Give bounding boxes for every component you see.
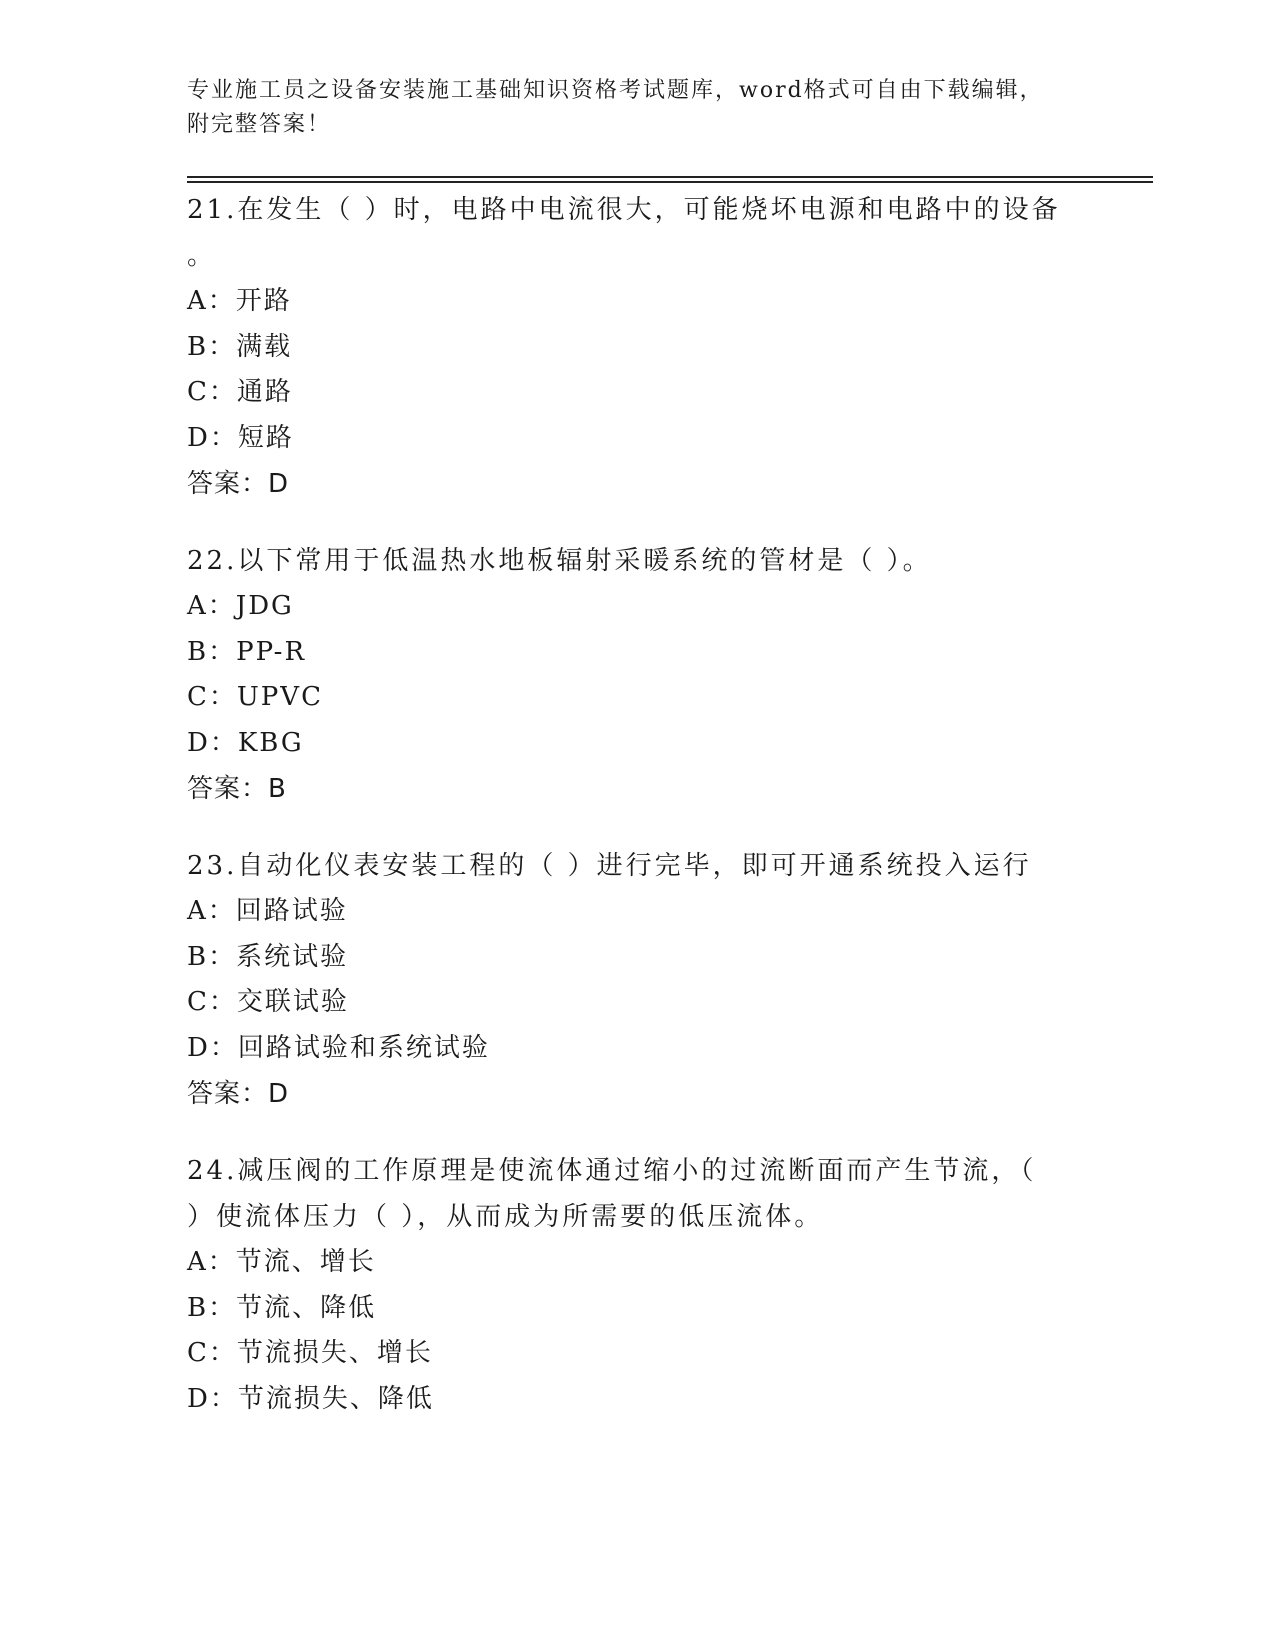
answer-line: 答案：D	[187, 1079, 290, 1109]
option-a: A：开路	[187, 286, 292, 316]
option-b: B：PP-R	[187, 636, 307, 667]
option-d: D：回路试验和系统试验	[187, 1032, 490, 1063]
stem-line-2: ）使流体压力（ ），从而成为所需要的低压流体。	[187, 1202, 824, 1232]
option-a: A：回路试验	[187, 896, 348, 926]
option-a: A：JDG	[187, 591, 294, 621]
header-line-2: 附完整答案！	[187, 112, 332, 137]
option-a: A：节流、增长	[187, 1247, 376, 1277]
question-stem	[187, 187, 1067, 233]
question-stem	[187, 1148, 1067, 1194]
header-divider-top	[187, 176, 1153, 178]
option-d: D：短路	[187, 422, 294, 453]
stem-line-1: 减压阀的工作原理是使流体通过缩小的过流断面而产生节流，（	[237, 1156, 1037, 1186]
option-b: B：满载	[187, 331, 293, 362]
question-21	[187, 187, 1067, 507]
answer-line: 答案：D	[187, 469, 290, 499]
question-number: 21.	[187, 195, 238, 225]
option-d: D：节流损失、降低	[187, 1383, 434, 1414]
question-22	[187, 538, 1067, 812]
question-number: 24.	[187, 1156, 238, 1186]
question-number: 23.	[187, 851, 238, 881]
option-b: B：节流、降低	[187, 1292, 377, 1323]
stem-line-2: 。	[187, 241, 217, 271]
answer-line: 答案：B	[187, 774, 287, 804]
document-header	[187, 74, 1087, 142]
question-stem	[187, 538, 1067, 584]
header-divider-bottom	[187, 181, 1153, 183]
option-c: C：通路	[187, 377, 293, 407]
question-number: 22.	[187, 546, 238, 576]
stem-line-1: 在发生（ ）时，电路中电流很大，可能烧坏电源和电路中的设备	[237, 195, 1061, 225]
option-c: C：节流损失、增长	[187, 1338, 433, 1368]
option-c: C：UPVC	[187, 682, 323, 712]
question-stem	[187, 843, 1067, 889]
question-23	[187, 843, 1067, 1117]
header-line-1: 专业施工员之设备安装施工基础知识资格考试题库，word格式可自由下载编辑，	[187, 78, 1044, 103]
stem-line-1: 以下常用于低温热水地板辐射采暖系统的管材是（ ）。	[237, 546, 932, 576]
question-24	[187, 1148, 1067, 1422]
option-b: B：系统试验	[187, 941, 349, 972]
stem-line-1: 自动化仪表安装工程的（ ）进行完毕，即可开通系统投入运行	[237, 851, 1032, 881]
option-d: D：KBG	[187, 727, 304, 758]
option-c: C：交联试验	[187, 987, 349, 1017]
